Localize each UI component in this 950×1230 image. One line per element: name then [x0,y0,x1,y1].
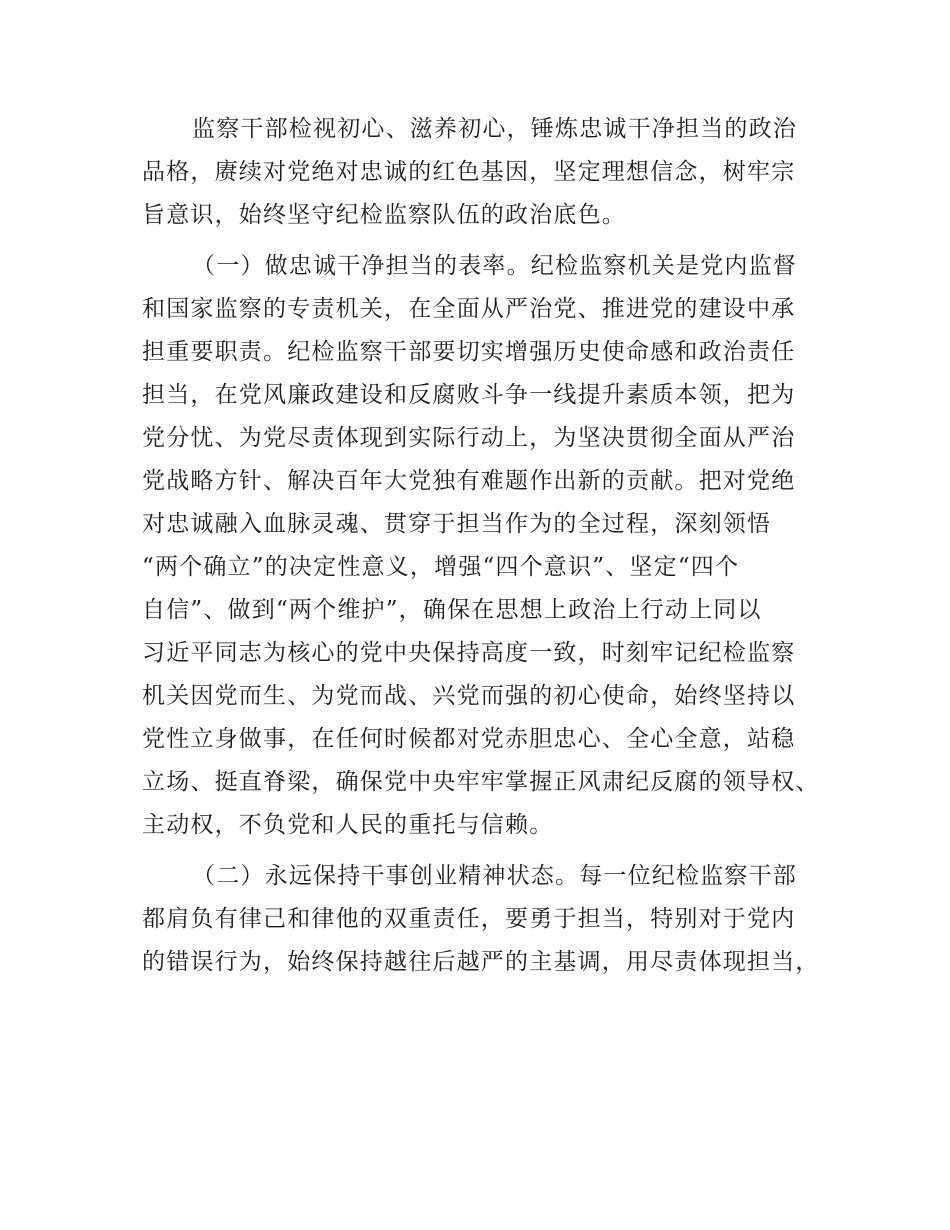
text-line: 监察干部检视初心、滋养初心，锤炼忠诚干净担当的政治 [192,116,797,142]
text-line: 担当，在党风廉政建设和反腐败斗争一线提升素质本领，把为 [142,382,796,408]
text-line: 对忠诚融入血脉灵魂、贯穿于担当作为的全过程，深刻领悟 [142,511,772,537]
text-line: 主动权，不负党和人民的重托与信赖。 [142,812,554,838]
text-line: 党战略方针、解决百年大党独有难题作出新的贡献。把对党绝 [142,468,796,494]
text-line: 机关因党而生、为党而战、兴党而强的初心使命，始终坚持以 [142,683,796,709]
paragraph-2 [142,245,824,847]
text-line: 旨意识，始终坚守纪检监察队伍的政治底色。 [142,202,626,228]
text-line: 党性立身做事，在任何时候都对党赤胆忠心、全心全意，站稳 [142,726,796,752]
text-line: 担重要职责。纪检监察干部要切实增强历史使命感和政治责任 [142,339,796,365]
paragraph-1 [142,108,824,237]
text-line: 品格，赓续对党绝对忠诚的红色基因，坚定理想信念，树牢宗 [142,159,796,185]
text-line: 党分忧、为党尽责体现到实际行动上，为坚决贯彻全面从严治 [142,425,796,451]
text-line: 和国家监察的专责机关，在全面从严治党、推进党的建设中承 [142,296,796,322]
text-line: 立场、挺直脊梁，确保党中央牢牢掌握正风肃纪反腐的领导权、 [142,769,820,795]
text-line: 习近平同志为核心的党中央保持高度一致，时刻牢记纪检监察 [142,640,796,666]
text-line: 的错误行为，始终保持越往后越严的主基调，用尽责体现担当， [142,949,820,975]
document-body [142,108,824,984]
paragraph-3 [142,855,824,984]
text-line: （一）做忠诚干净担当的表率。纪检监察机关是党内监督 [192,253,797,279]
text-line: “两个确立”的决定性意义，增强“四个意识”、坚定“四个 [142,554,740,580]
text-line: 都肩负有律己和律他的双重责任，要勇于担当，特别对于党内 [142,906,796,932]
text-line: 自信”、做到“两个维护”，确保在思想上政治上行动上同以 [142,597,762,623]
text-line: （二）永远保持干事创业精神状态。每一位纪检监察干部 [192,863,797,889]
